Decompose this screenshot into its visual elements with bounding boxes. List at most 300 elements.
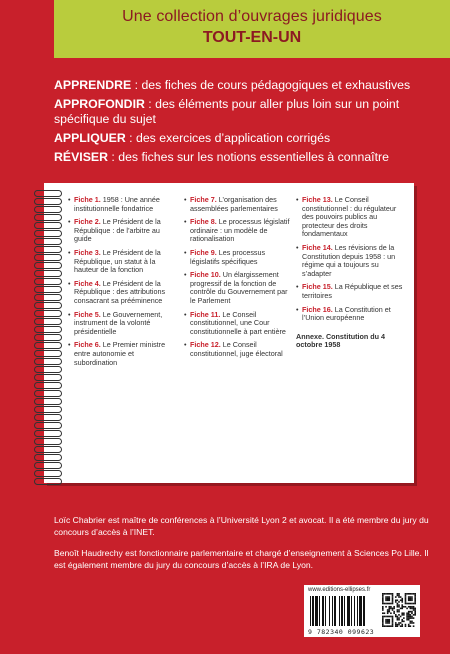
spiral-ring (34, 382, 62, 389)
list-item: • Fiche 4. Le Président de la République : des attributions consacrant sa prééminence (68, 280, 176, 306)
qr-module (384, 593, 386, 595)
barcode-bar (341, 596, 343, 626)
qr-module (397, 609, 399, 611)
qr-module (392, 619, 394, 621)
qr-module (408, 612, 410, 614)
qr-module (406, 619, 408, 621)
spiral-ring (34, 390, 62, 397)
spiral-ring (34, 238, 62, 245)
qr-module (411, 621, 413, 623)
features-list (54, 78, 440, 169)
list-item: • Fiche 8. Le processus législatif ordinaire : un modèle de rationalisation (184, 218, 292, 244)
qr-module (385, 622, 387, 624)
qr-module (408, 599, 410, 601)
qr-module (387, 611, 389, 613)
barcode-bar (319, 596, 320, 626)
spiral-ring (34, 438, 62, 445)
bio-paragraph: Loïc Chabrier est maître de conférences à l’Université Lyon 2 et avocat. Il a été membre du jury du concours d’accès à l’INET. (54, 515, 429, 537)
qr-module (413, 603, 415, 605)
qr-module (388, 596, 390, 598)
qr-module (401, 606, 403, 608)
list-item: • Fiche 16. La Constitution et l’Union européenne (296, 306, 404, 323)
feature-item: APPROFONDIR : des éléments pour aller plus loin sur un point spécifique du sujet (54, 97, 400, 126)
qr-module (410, 622, 412, 624)
spiral-ring (34, 422, 62, 429)
qr-module (408, 598, 410, 600)
spiral-ring (34, 198, 62, 205)
qr-module (382, 609, 384, 611)
qr-module (414, 611, 416, 613)
qr-module (382, 621, 384, 623)
qr-module (414, 608, 416, 610)
qr-module (413, 609, 415, 611)
qr-module (384, 612, 386, 614)
qr-module (392, 625, 394, 627)
qr-module (408, 593, 410, 595)
qr-module (411, 608, 413, 610)
qr-module (414, 599, 416, 601)
spiral-ring (34, 342, 62, 349)
qr-module (388, 593, 390, 595)
qr-module (401, 624, 403, 626)
qr-module (387, 609, 389, 611)
qr-module (392, 595, 394, 597)
qr-module (382, 624, 384, 626)
qr-module (410, 603, 412, 605)
qr-module (410, 608, 412, 610)
spiral-binding-icon (34, 186, 64, 486)
qr-module (392, 616, 394, 618)
spiral-ring (34, 214, 62, 221)
qr-module (395, 599, 397, 601)
qr-module (411, 593, 413, 595)
qr-module (392, 624, 394, 626)
barcode-bar (310, 596, 311, 626)
qr-module (387, 598, 389, 600)
qr-module (398, 593, 400, 595)
qr-module (414, 595, 416, 597)
qr-module (406, 608, 408, 610)
qr-module (414, 601, 416, 603)
qr-module (406, 612, 408, 614)
qr-module (411, 598, 413, 600)
spiral-ring (34, 358, 62, 365)
barcode-bar (322, 596, 324, 626)
qr-module (414, 593, 416, 595)
qr-module (405, 601, 407, 603)
barcode-bar (354, 596, 355, 626)
spiral-ring (34, 206, 62, 213)
qr-module (414, 609, 416, 611)
toc-column-2 (184, 196, 292, 364)
collection-banner (54, 0, 450, 58)
qr-module (406, 617, 408, 619)
barcode-bar (344, 596, 345, 626)
qr-module (397, 606, 399, 608)
qr-module (411, 622, 413, 624)
qr-module (382, 596, 384, 598)
qr-module (403, 621, 405, 623)
qr-module (406, 593, 408, 595)
qr-module (397, 603, 399, 605)
barcode-bar (332, 596, 333, 626)
qr-module (390, 603, 392, 605)
qr-module (410, 599, 412, 601)
qr-module (392, 599, 394, 601)
list-item: • Fiche 7. L’organisation des assemblées parlementaires (184, 196, 292, 213)
qr-module (395, 601, 397, 603)
qr-module (382, 622, 384, 624)
qr-module (401, 612, 403, 614)
qr-module (382, 617, 384, 619)
qr-module (390, 612, 392, 614)
qr-module (408, 603, 410, 605)
qr-module (398, 622, 400, 624)
qr-module (410, 621, 412, 623)
spiral-ring (34, 270, 62, 277)
qr-module (382, 612, 384, 614)
qr-module (401, 621, 403, 623)
authors-bio (54, 514, 434, 580)
qr-module (405, 625, 407, 627)
barcode-bar (351, 596, 352, 626)
qr-module (405, 599, 407, 601)
qr-module (414, 598, 416, 600)
qr-module (395, 622, 397, 624)
list-item: • Fiche 9. Les processus législatifs spécifiques (184, 249, 292, 266)
qr-module (397, 595, 399, 597)
spiral-ring (34, 406, 62, 413)
qr-module (385, 616, 387, 618)
qr-module (405, 595, 407, 597)
qr-module (400, 608, 402, 610)
qr-module (382, 599, 384, 601)
barcode-bar (339, 596, 340, 626)
qr-module (398, 609, 400, 611)
qr-module (382, 601, 384, 603)
qr-module (403, 617, 405, 619)
qr-module (388, 606, 390, 608)
list-item: • Fiche 14. Les révisions de la Constitution depuis 1958 : un régime qui a toujours su s’adapter (296, 244, 404, 278)
qr-module (398, 614, 400, 616)
qr-module (384, 625, 386, 627)
toc-column-1 (68, 196, 176, 372)
qr-module (392, 621, 394, 623)
qr-module (414, 603, 416, 605)
qr-module (390, 593, 392, 595)
qr-module (401, 599, 403, 601)
qr-module (408, 624, 410, 626)
qr-module (395, 625, 397, 627)
barcode-bar (359, 596, 362, 626)
qr-module (411, 616, 413, 618)
qr-module (411, 611, 413, 613)
qr-module (390, 616, 392, 618)
barcode-bar (347, 596, 350, 626)
barcode-icon (310, 596, 376, 626)
qr-module (388, 616, 390, 618)
qr-module (388, 608, 390, 610)
qr-module (414, 614, 416, 616)
barcode-bar (329, 596, 330, 626)
qr-module (398, 596, 400, 598)
spiral-ring (34, 462, 62, 469)
qr-module (401, 601, 403, 603)
qr-module (392, 617, 394, 619)
toc-column-3 (296, 196, 404, 350)
spiral-ring (34, 262, 62, 269)
qr-module (382, 608, 384, 610)
qr-module (411, 612, 413, 614)
qr-module (401, 604, 403, 606)
spiral-ring (34, 398, 62, 405)
qr-module (408, 596, 410, 598)
qr-module (408, 611, 410, 613)
qr-module (395, 624, 397, 626)
qr-module (387, 619, 389, 621)
qr-module (385, 599, 387, 601)
qr-module (387, 593, 389, 595)
qr-module (410, 611, 412, 613)
qr-module (385, 598, 387, 600)
qr-module (410, 596, 412, 598)
list-item: • Fiche 13. Le Conseil constitutionnel : du régulateur des pouvoirs publics au protecteur des droits fondamentaux (296, 196, 404, 239)
qr-module (411, 606, 413, 608)
qr-module (397, 617, 399, 619)
qr-module (408, 614, 410, 616)
qr-module (387, 599, 389, 601)
spiral-ring (34, 414, 62, 421)
qr-module (413, 625, 415, 627)
list-item: • Fiche 1. 1958 : Une année institutionnelle fondatrice (68, 196, 176, 213)
qr-module (387, 625, 389, 627)
barcode-bar (363, 596, 365, 626)
spiral-ring (34, 222, 62, 229)
qr-module (413, 622, 415, 624)
qr-module (385, 606, 387, 608)
qr-module (392, 603, 394, 605)
list-item: • Fiche 2. Le Président de la République : de l’arbitre au guide (68, 218, 176, 244)
qr-module (400, 599, 402, 601)
qr-module (410, 625, 412, 627)
qr-module (385, 593, 387, 595)
qr-module (397, 624, 399, 626)
qr-module (387, 596, 389, 598)
qr-module (388, 621, 390, 623)
qr-module (390, 625, 392, 627)
qr-module (410, 598, 412, 600)
qr-module (403, 614, 405, 616)
qr-module (405, 593, 407, 595)
qr-module (382, 616, 384, 618)
barcode-bar (334, 596, 336, 626)
spiral-ring (34, 190, 62, 197)
qr-module (382, 625, 384, 627)
qr-module (403, 612, 405, 614)
qr-module (395, 596, 397, 598)
spiral-ring (34, 302, 62, 309)
spiral-ring (34, 286, 62, 293)
list-item: • Fiche 12. Le Conseil constitutionnel, juge électoral (184, 341, 292, 358)
qr-module (401, 608, 403, 610)
qr-module (384, 603, 386, 605)
spiral-ring (34, 310, 62, 317)
qr-module (403, 606, 405, 608)
spiral-ring (34, 294, 62, 301)
spiral-ring (34, 334, 62, 341)
qr-module (392, 593, 394, 595)
qr-module (410, 614, 412, 616)
qr-module (382, 603, 384, 605)
qr-module (392, 596, 394, 598)
qr-module (405, 606, 407, 608)
qr-module (411, 603, 413, 605)
publisher-url: www.editions-ellipses.fr (308, 587, 371, 593)
qr-module (400, 616, 402, 618)
qr-module (382, 606, 384, 608)
qr-module (413, 606, 415, 608)
qr-module (393, 606, 395, 608)
qr-module (405, 624, 407, 626)
qr-module (392, 601, 394, 603)
qr-module (406, 603, 408, 605)
qr-module (405, 603, 407, 605)
banner-line2: TOUT-EN-UN (202, 29, 302, 46)
qr-module (382, 593, 384, 595)
qr-module (408, 625, 410, 627)
qr-module (390, 608, 392, 610)
barcode-bar (357, 596, 358, 626)
barcode-bar (315, 596, 318, 626)
qr-module (384, 616, 386, 618)
annexe-label: Annexe. Constitution du 4 octobre 1958 (296, 331, 386, 350)
qr-module (388, 609, 390, 611)
qr-module (398, 617, 400, 619)
qr-module (388, 603, 390, 605)
spiral-ring (34, 326, 62, 333)
qr-module (392, 622, 394, 624)
qr-module (388, 625, 390, 627)
qr-module (401, 625, 403, 627)
qr-module (397, 625, 399, 627)
spiral-ring (34, 230, 62, 237)
list-item: • Fiche 6. Le Premier ministre entre autonomie et subordination (68, 341, 176, 367)
qr-module (411, 596, 413, 598)
feature-item: APPRENDRE : des fiches de cours pédagogiques et exhaustives (54, 78, 411, 92)
qr-module (398, 601, 400, 603)
qr-module (385, 596, 387, 598)
spiral-ring (34, 374, 62, 381)
qr-module (414, 612, 416, 614)
qr-module (401, 619, 403, 621)
qr-module (401, 614, 403, 616)
qr-module (406, 616, 408, 618)
qr-module (408, 616, 410, 618)
qr-module (388, 622, 390, 624)
qr-module (387, 616, 389, 618)
qr-module (392, 598, 394, 600)
qr-module (390, 606, 392, 608)
qr-module (411, 617, 413, 619)
list-item: • Fiche 11. Le Conseil constitutionnel, une Cour constitutionnelle à part entière (184, 311, 292, 337)
qr-module (410, 617, 412, 619)
spiral-ring (34, 478, 62, 485)
qr-module (385, 621, 387, 623)
qr-module (406, 614, 408, 616)
bio-paragraph: Benoît Haudrechy est fonctionnaire parlementaire et chargé d’enseignement à Sciences Po Lille. Il est également membre du jury du concours d’accès à l’IRA de Lyon. (54, 548, 429, 570)
qr-module (388, 599, 390, 601)
spiral-ring (34, 318, 62, 325)
qr-module (392, 609, 394, 611)
qr-module (398, 624, 400, 626)
list-item: • Fiche 15. La République et ses territoires (296, 283, 404, 300)
list-item: • Fiche 5. Le Gouvernement, instrument de la volonté présidentielle (68, 311, 176, 337)
banner-line1: Une collection d’ouvrages juridiques (122, 8, 382, 25)
qr-module (395, 614, 397, 616)
qr-module (382, 598, 384, 600)
spiral-ring (34, 246, 62, 253)
qr-module (414, 596, 416, 598)
list-item: • Fiche 10. Un élargissement progressif de la fonction de contrôle du Gouvernement par le Parlement (184, 271, 292, 305)
qr-module (397, 599, 399, 601)
qr-module (413, 614, 415, 616)
qr-module (388, 598, 390, 600)
qr-module (385, 603, 387, 605)
qr-module (388, 619, 390, 621)
qr-module (393, 608, 395, 610)
qr-module (408, 619, 410, 621)
qr-module (411, 599, 413, 601)
spiral-ring (34, 454, 62, 461)
qr-module (408, 617, 410, 619)
list-item: • Fiche 3. Le Président de la République, un statut à la hauteur de la fonction (68, 249, 176, 275)
qr-module (397, 611, 399, 613)
barcode-panel (304, 585, 420, 637)
qr-module (387, 622, 389, 624)
qr-module (393, 611, 395, 613)
feature-item: RÉVISER : des fiches sur les notions essentielles à connaître (54, 150, 389, 164)
barcode-bar (312, 596, 314, 626)
qr-module (413, 617, 415, 619)
qr-module (387, 621, 389, 623)
qr-module (398, 619, 400, 621)
qr-module (397, 616, 399, 618)
qr-module (382, 595, 384, 597)
qr-module (385, 619, 387, 621)
qr-module (388, 611, 390, 613)
qr-module (400, 625, 402, 627)
qr-module (385, 625, 387, 627)
spiral-ring (34, 278, 62, 285)
spiral-ring (34, 446, 62, 453)
isbn-number: 9 782340 099623 (308, 628, 375, 636)
qr-module (382, 619, 384, 621)
qr-module (398, 604, 400, 606)
qr-module (397, 593, 399, 595)
spiral-ring (34, 366, 62, 373)
qr-module (392, 608, 394, 610)
qr-module (410, 606, 412, 608)
qr-module (410, 616, 412, 618)
qr-module (400, 596, 402, 598)
qr-module (398, 611, 400, 613)
qr-module (397, 604, 399, 606)
feature-item: APPLIQUER : des exercices d’application corrigés (54, 131, 331, 145)
qr-module (398, 606, 400, 608)
qr-module (395, 616, 397, 618)
qr-module (410, 593, 412, 595)
spiral-ring (34, 254, 62, 261)
